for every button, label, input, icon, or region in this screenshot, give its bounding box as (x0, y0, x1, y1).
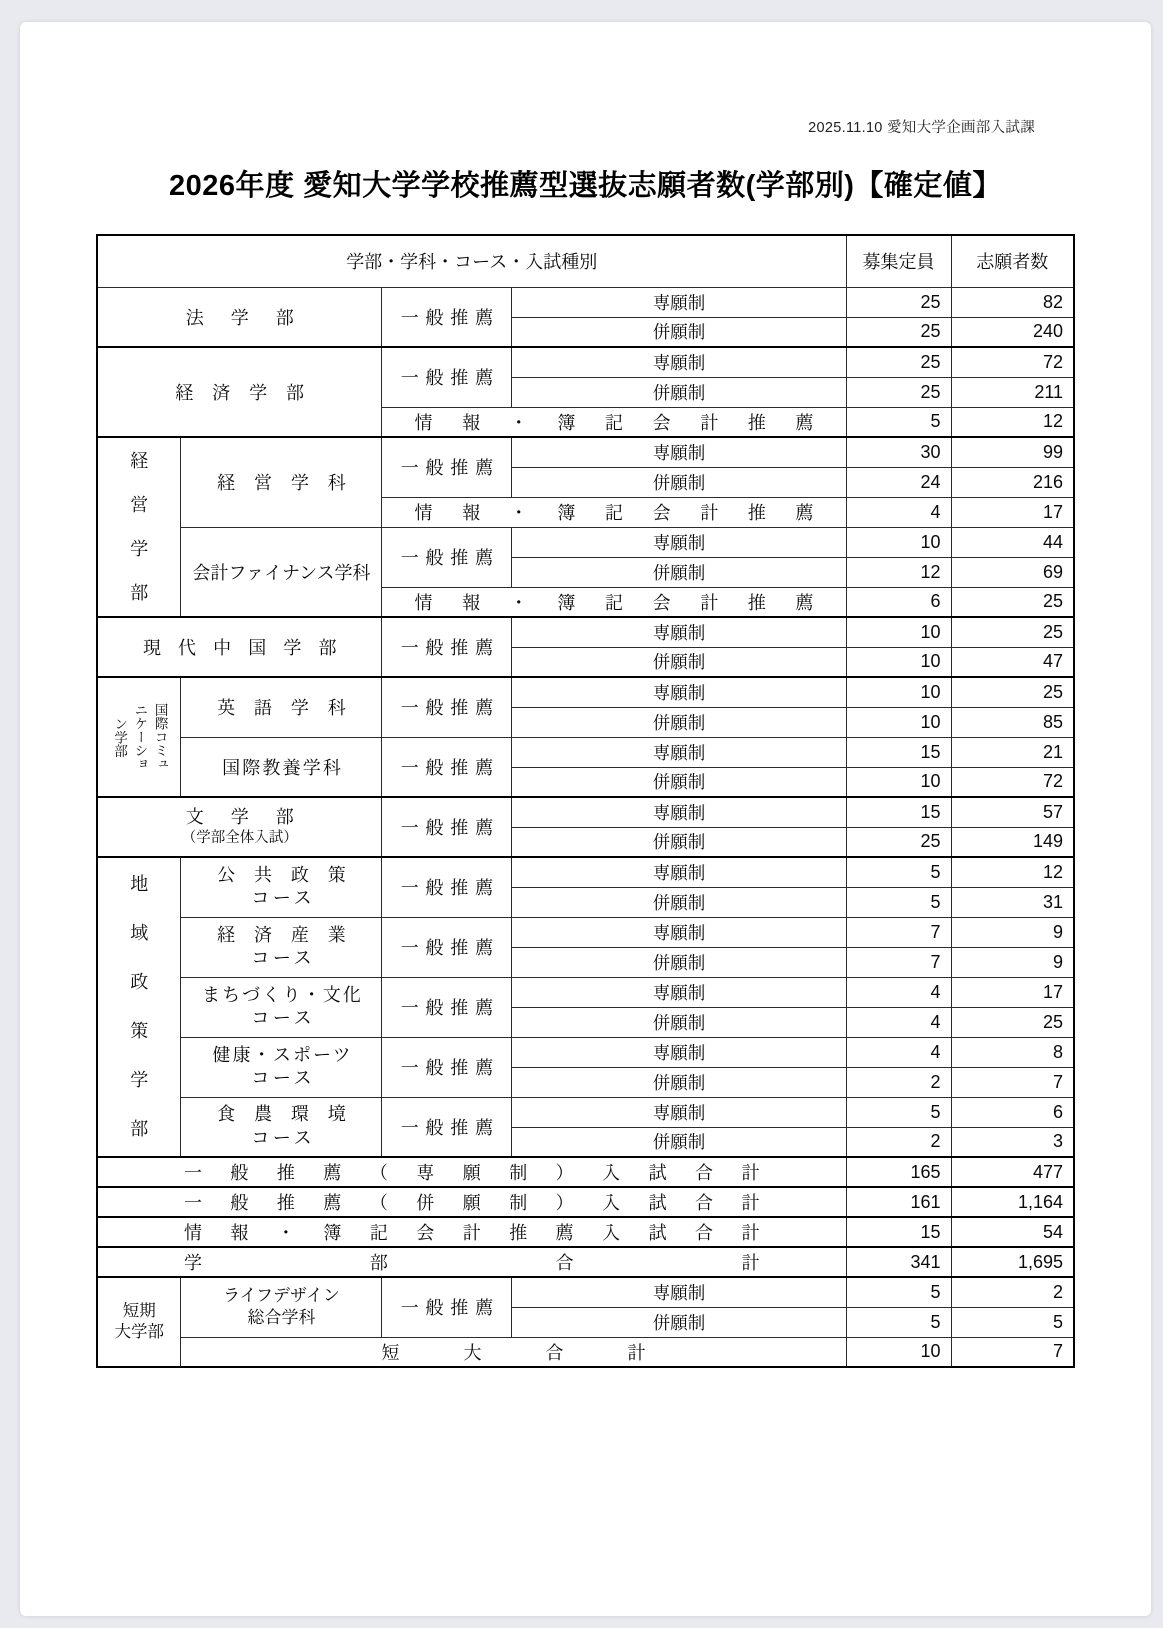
capacity-value: 25 (846, 317, 951, 347)
capacity-value: 5 (846, 1097, 951, 1127)
applicants-value: 3 (951, 1127, 1074, 1157)
applicants-value: 85 (951, 707, 1074, 737)
recommend-type-cell: 一般推薦 (382, 527, 512, 587)
row-law-sengan (97, 287, 1074, 317)
capacity-value: 165 (846, 1157, 951, 1187)
row-tandai-sengan (97, 1277, 1074, 1307)
tandai-total-label: 短大合計 (181, 1337, 846, 1367)
admissions-table (96, 234, 1075, 1368)
capacity-value: 341 (846, 1247, 951, 1277)
col-header-capacity: 募集定員 (846, 235, 951, 287)
row-health-sengan (97, 1037, 1074, 1067)
admission-type-cell: 専願制 (512, 737, 846, 767)
faculty-junior-cell (97, 1277, 181, 1367)
capacity-value: 24 (846, 467, 951, 497)
recommend-type-cell: 一般推薦 (382, 287, 512, 347)
admission-type-cell: 併願制 (512, 827, 846, 857)
admission-type-cell: 専願制 (512, 437, 846, 467)
dept-lifedesign-line1: ライフデザイン (223, 1286, 340, 1306)
row-heigan-total (97, 1187, 1074, 1217)
applicants-value: 149 (951, 827, 1074, 857)
capacity-value: 5 (846, 1277, 951, 1307)
admission-type-cell: 併願制 (512, 557, 846, 587)
recommend-type-cell: 一般推薦 (382, 1097, 512, 1157)
capacity-value: 15 (846, 737, 951, 767)
row-letters-sengan (97, 797, 1074, 827)
capacity-value: 2 (846, 1067, 951, 1097)
joho-boki-cell: 情報・簿記会計推薦 (382, 407, 846, 437)
recommend-type-cell: 一般推薦 (382, 917, 512, 977)
course-machi-cell (181, 977, 382, 1037)
applicants-value: 9 (951, 917, 1074, 947)
admission-type-cell: 併願制 (512, 1007, 846, 1037)
row-acct-sengan (97, 527, 1074, 557)
admission-type-cell: 併願制 (512, 377, 846, 407)
recommend-type-cell: 一般推薦 (382, 347, 512, 407)
capacity-value: 161 (846, 1187, 951, 1217)
capacity-value: 5 (846, 1307, 951, 1337)
row-public-sengan (97, 857, 1074, 887)
row-china-sengan (97, 617, 1074, 647)
capacity-value: 10 (846, 767, 951, 797)
admission-type-cell: 併願制 (512, 1067, 846, 1097)
admission-type-cell: 併願制 (512, 767, 846, 797)
page-title: 2026年度 愛知大学学校推薦型選抜志願者数(学部別)【確定値】 (169, 170, 1002, 202)
applicants-value: 25 (951, 617, 1074, 647)
admission-type-cell: 併願制 (512, 947, 846, 977)
applicants-value: 2 (951, 1277, 1074, 1307)
applicants-value: 72 (951, 347, 1074, 377)
admission-type-cell: 併願制 (512, 707, 846, 737)
faculty-letters-note: （学部全体入試） (181, 830, 298, 847)
applicants-value: 477 (951, 1157, 1074, 1187)
capacity-value: 5 (846, 887, 951, 917)
applicants-value: 211 (951, 377, 1074, 407)
capacity-value: 10 (846, 707, 951, 737)
row-english-sengan (97, 677, 1074, 707)
applicants-value: 47 (951, 647, 1074, 677)
admission-type-cell: 専願制 (512, 287, 846, 317)
faculty-mgmt-label: 経営学部 (130, 451, 149, 603)
course-public-label: 公共政策 (217, 864, 365, 885)
applicants-value: 240 (951, 317, 1074, 347)
recommend-type-cell: 一般推薦 (382, 1277, 512, 1337)
applicants-value: 7 (951, 1067, 1074, 1097)
capacity-value: 10 (846, 617, 951, 647)
capacity-value: 4 (846, 977, 951, 1007)
course-machi-label: まちづくり・文化 (201, 984, 364, 1005)
capacity-value: 25 (846, 347, 951, 377)
applicants-value: 21 (951, 737, 1074, 767)
recommend-type-cell: 一般推薦 (382, 797, 512, 857)
admission-type-cell: 併願制 (512, 1307, 846, 1337)
faculty-letters-cell (97, 797, 382, 857)
course-econind-label: 経済産業 (217, 924, 365, 945)
admission-type-cell: 専願制 (512, 857, 846, 887)
recommend-type-cell: 一般推薦 (382, 857, 512, 917)
capacity-value: 10 (846, 527, 951, 557)
document-page (20, 22, 1151, 1616)
capacity-value: 4 (846, 1037, 951, 1067)
dept-mgmt-cell: 経営学科 (181, 437, 382, 527)
capacity-value: 2 (846, 1127, 951, 1157)
joho-boki-cell: 情報・簿記会計推薦 (382, 497, 846, 527)
admission-type-cell: 併願制 (512, 467, 846, 497)
course-agri-label: 食農環境 (217, 1104, 365, 1125)
col-header-applicants: 志願者数 (951, 235, 1074, 287)
course-suffix-label: コース (251, 1068, 316, 1088)
course-suffix-label: コース (251, 1127, 316, 1148)
recommend-type-cell: 一般推薦 (382, 977, 512, 1037)
dept-global-cell: 国際教養学科 (181, 737, 382, 797)
row-gakubu-total (97, 1247, 1074, 1277)
course-health-cell (181, 1037, 382, 1097)
course-suffix-label: コース (251, 948, 316, 968)
applicants-value: 216 (951, 467, 1074, 497)
dept-lifedesign-cell (181, 1277, 382, 1337)
row-sengan-total (97, 1157, 1074, 1187)
dept-lifedesign-line2: 総合学科 (247, 1308, 316, 1328)
joho-total-label: 情報・簿記会計推薦入試合計 (97, 1217, 846, 1247)
applicants-value: 44 (951, 527, 1074, 557)
applicants-value: 7 (951, 1337, 1074, 1367)
dept-english-cell: 英語学科 (181, 677, 382, 737)
admission-type-cell: 併願制 (512, 647, 846, 677)
faculty-letters-label: 文学部 (185, 806, 321, 827)
faculty-law-cell: 法学部 (97, 287, 382, 347)
row-joho-total (97, 1217, 1074, 1247)
applicants-value: 9 (951, 947, 1074, 977)
capacity-value: 4 (846, 497, 951, 527)
row-machi-sengan (97, 977, 1074, 1007)
faculty-mgmt-cell (97, 437, 181, 617)
course-health-label: 健康・スポーツ (212, 1044, 353, 1065)
capacity-value: 12 (846, 557, 951, 587)
row-econ-sengan (97, 347, 1074, 377)
applicants-value: 31 (951, 887, 1074, 917)
admission-type-cell: 併願制 (512, 1127, 846, 1157)
course-suffix-label: コース (251, 1008, 316, 1028)
course-econind-cell (181, 917, 382, 977)
applicants-value: 1,164 (951, 1187, 1074, 1217)
applicants-value: 12 (951, 857, 1074, 887)
applicants-value: 99 (951, 437, 1074, 467)
applicants-value: 72 (951, 767, 1074, 797)
capacity-value: 25 (846, 827, 951, 857)
course-public-cell (181, 857, 382, 917)
faculty-junior-line1: 短期 (122, 1301, 156, 1320)
capacity-value: 7 (846, 947, 951, 977)
capacity-value: 6 (846, 587, 951, 617)
row-mgmt-sengan (97, 437, 1074, 467)
capacity-value: 10 (846, 647, 951, 677)
applicants-value: 25 (951, 587, 1074, 617)
capacity-value: 10 (846, 677, 951, 707)
capacity-value: 25 (846, 377, 951, 407)
joho-boki-cell: 情報・簿記会計推薦 (382, 587, 846, 617)
applicants-value: 5 (951, 1307, 1074, 1337)
applicants-value: 69 (951, 557, 1074, 587)
admission-type-cell: 専願制 (512, 347, 846, 377)
capacity-value: 30 (846, 437, 951, 467)
sengan-total-label: 一般推薦（専願制）入試合計 (97, 1157, 846, 1187)
applicants-value: 54 (951, 1217, 1074, 1247)
row-global-sengan (97, 737, 1074, 767)
capacity-value: 25 (846, 287, 951, 317)
applicants-value: 17 (951, 497, 1074, 527)
faculty-regional-label: 地域政策学部 (130, 874, 149, 1139)
capacity-value: 4 (846, 1007, 951, 1037)
applicants-value: 8 (951, 1037, 1074, 1067)
admission-type-cell: 専願制 (512, 1037, 846, 1067)
row-econind-sengan (97, 917, 1074, 947)
course-suffix-label: コース (251, 888, 316, 909)
applicants-value: 1,695 (951, 1247, 1074, 1277)
recommend-type-cell: 一般推薦 (382, 437, 512, 497)
capacity-value: 15 (846, 1217, 951, 1247)
table-header-row (97, 235, 1074, 287)
recommend-type-cell: 一般推薦 (382, 1037, 512, 1097)
row-tandai-total (97, 1337, 1074, 1367)
capacity-value: 5 (846, 857, 951, 887)
applicants-value: 25 (951, 1007, 1074, 1037)
applicants-value: 6 (951, 1097, 1074, 1127)
admission-type-cell: 専願制 (512, 527, 846, 557)
date-line: 2025.11.10 愛知大学企画部入試課 (808, 120, 1035, 136)
col-header-category: 学部・学科・コース・入試種別 (97, 235, 846, 287)
faculty-econ-cell: 経済学部 (97, 347, 382, 437)
faculty-intl-cell (97, 677, 181, 797)
capacity-value: 5 (846, 407, 951, 437)
admission-type-cell: 専願制 (512, 977, 846, 1007)
capacity-value: 15 (846, 797, 951, 827)
applicants-value: 57 (951, 797, 1074, 827)
admission-type-cell: 併願制 (512, 317, 846, 347)
course-agri-cell (181, 1097, 382, 1157)
applicants-value: 12 (951, 407, 1074, 437)
capacity-value: 10 (846, 1337, 951, 1367)
admission-type-cell: 専願制 (512, 1277, 846, 1307)
applicants-value: 17 (951, 977, 1074, 1007)
faculty-china-cell: 現代中国学部 (97, 617, 382, 677)
applicants-value: 25 (951, 677, 1074, 707)
recommend-type-cell: 一般推薦 (382, 617, 512, 677)
admission-type-cell: 専願制 (512, 617, 846, 647)
faculty-regional-cell (97, 857, 181, 1157)
faculty-intl-label: 国際コミュニケーション学部 (112, 703, 168, 771)
gakubu-total-label: 学部合計 (97, 1247, 846, 1277)
admission-type-cell: 専願制 (512, 797, 846, 827)
admission-type-cell: 専願制 (512, 917, 846, 947)
admission-type-cell: 併願制 (512, 887, 846, 917)
heigan-total-label: 一般推薦（併願制）入試合計 (97, 1187, 846, 1217)
dept-acct-cell: 会計ファイナンス学科 (181, 527, 382, 617)
recommend-type-cell: 一般推薦 (382, 677, 512, 737)
applicants-value: 82 (951, 287, 1074, 317)
capacity-value: 7 (846, 917, 951, 947)
admission-type-cell: 専願制 (512, 677, 846, 707)
admission-type-cell: 専願制 (512, 1097, 846, 1127)
recommend-type-cell: 一般推薦 (382, 737, 512, 797)
row-agri-sengan (97, 1097, 1074, 1127)
faculty-junior-line2: 大学部 (114, 1323, 164, 1341)
